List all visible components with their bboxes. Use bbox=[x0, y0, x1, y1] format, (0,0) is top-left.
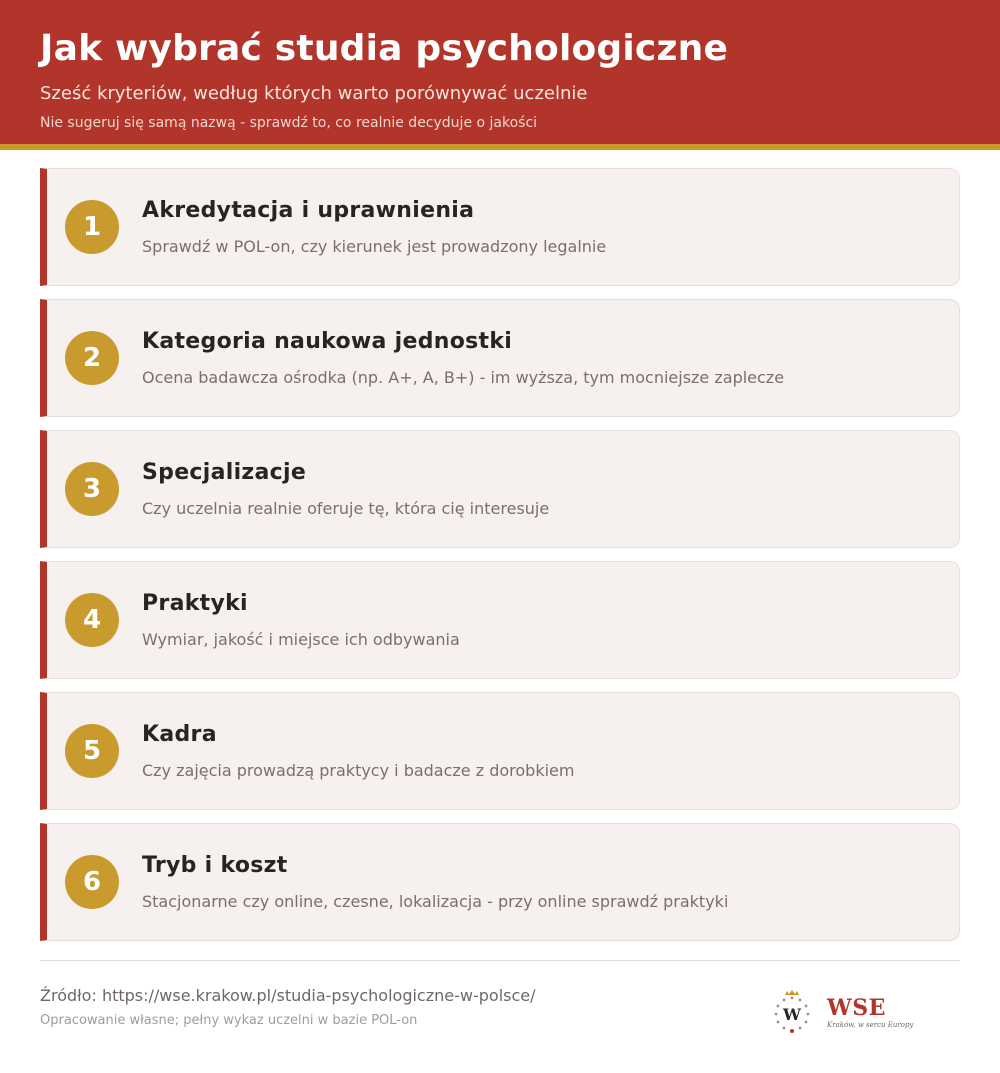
source-note: Opracowanie własne; pełny wykaz uczelni w bazie POL-on bbox=[40, 1013, 418, 1028]
criterion-description: Sprawdź w POL-on, czy kierunek jest prowadzony legalnie bbox=[142, 237, 607, 256]
footer-divider bbox=[40, 960, 960, 961]
header-banner bbox=[0, 0, 1000, 150]
page-title: Jak wybrać studia psychologiczne bbox=[40, 28, 729, 69]
criterion-number-badge: 4 bbox=[65, 593, 119, 647]
wse-logo bbox=[766, 988, 916, 1040]
criterion-number-badge: 5 bbox=[65, 724, 119, 778]
criterion-card-1 bbox=[40, 168, 960, 286]
criterion-description: Czy zajęcia prowadzą praktycy i badacze z dorobkiem bbox=[142, 761, 575, 780]
criterion-description: Ocena badawcza ośrodka (np. A+, A, B+) - im wyższa, tym mocniejsze zaplecze bbox=[142, 368, 785, 387]
criterion-number-badge: 6 bbox=[65, 855, 119, 909]
criterion-title: Specjalizacje bbox=[142, 460, 307, 485]
criterion-card-3 bbox=[40, 430, 960, 548]
criterion-card-4 bbox=[40, 561, 960, 679]
source-link[interactable]: Źródło: https://wse.krakow.pl/studia-psychologiczne-w-polsce/ bbox=[40, 986, 536, 1005]
criterion-title: Kadra bbox=[142, 722, 217, 747]
criteria-list bbox=[40, 168, 960, 954]
criterion-title: Akredytacja i uprawnienia bbox=[142, 198, 475, 223]
header-note: Nie sugeruj się samą nazwą - sprawdź to, co realnie decyduje o jakości bbox=[40, 115, 538, 131]
criterion-description: Stacjonarne czy online, czesne, lokalizacja - przy online sprawdź praktyki bbox=[142, 892, 729, 911]
wse-emblem-icon bbox=[766, 988, 818, 1040]
page-subtitle: Sześć kryteriów, według których warto porównywać uczelnie bbox=[40, 83, 588, 104]
criterion-card-2 bbox=[40, 299, 960, 417]
criterion-number-badge: 2 bbox=[65, 331, 119, 385]
logo-wordmark: WSE bbox=[827, 995, 886, 1021]
criterion-number-badge: 1 bbox=[65, 200, 119, 254]
criterion-title: Tryb i koszt bbox=[142, 853, 288, 878]
emblem-letter: W bbox=[783, 1005, 801, 1024]
criterion-card-5 bbox=[40, 692, 960, 810]
criterion-description: Wymiar, jakość i miejsce ich odbywania bbox=[142, 630, 460, 649]
logo-tagline: Kraków, w sercu Europy bbox=[827, 1021, 914, 1029]
criterion-title: Praktyki bbox=[142, 591, 248, 616]
criterion-number-badge: 3 bbox=[65, 462, 119, 516]
criterion-card-6 bbox=[40, 823, 960, 941]
criterion-title: Kategoria naukowa jednostki bbox=[142, 329, 513, 354]
criterion-description: Czy uczelnia realnie oferuje tę, która cię interesuje bbox=[142, 499, 550, 518]
